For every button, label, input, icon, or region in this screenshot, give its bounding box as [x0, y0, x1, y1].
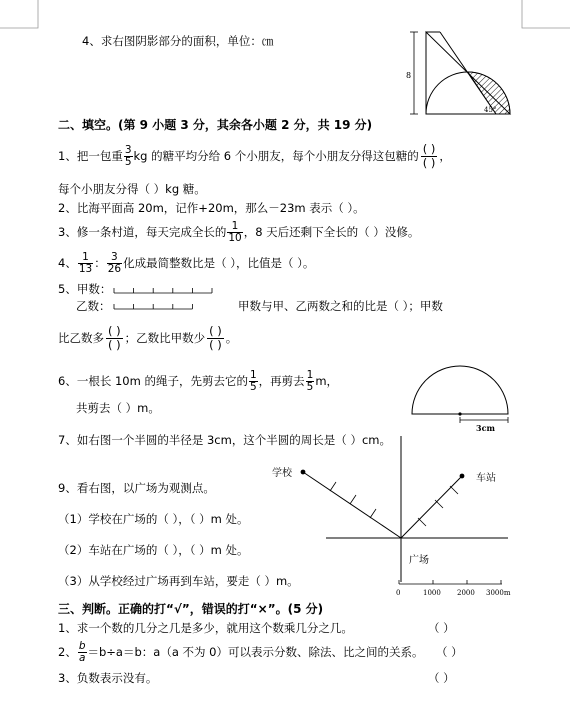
section-2-title: 二、填空。(第 9 小题 3 分，其余各小题 2 分，共 19 分)	[58, 118, 373, 132]
question-5-line2: 甲数与甲、乙两数之和的比是（ ）；甲数	[238, 299, 443, 313]
q4-colon: ：	[94, 256, 106, 270]
scale-label-0: 0	[396, 589, 401, 597]
j2-post: ＝b÷a＝b：a（a 不为 0）可以表示分数、除法、比之间的关系。	[87, 645, 424, 659]
question-9-line2: （1）学校在广场的（ ），（ ）m 处。	[58, 512, 249, 526]
q1-end: ，	[439, 149, 451, 163]
q4-pre: 4、	[58, 256, 77, 270]
j2-fraction: $\frac{b}{a}$	[78, 640, 86, 664]
q1-pre: 1、把一包重	[58, 149, 123, 163]
scale-label-2000: 2000	[457, 589, 475, 597]
question-6-line2: 共剪去（ ）m。	[76, 401, 160, 415]
question-9-line3: （2）车站在广场的（ ），（ ）m 处。	[58, 543, 249, 557]
question-4-area: 4、求右图阴影部分的面积，单位：㎝	[82, 34, 274, 48]
question-4	[58, 250, 314, 276]
question-7: 7、如右图一个半圆的半径是 3cm，这个半圆的周长是（ ）cm。	[58, 433, 391, 447]
q5-pre: 比乙数多	[58, 331, 104, 345]
question-6	[58, 368, 338, 394]
question-5-line3	[58, 323, 237, 353]
judge-1: 1、求一个数的几分之几是多少，就用这个数乘几分之几。	[58, 621, 353, 635]
semicircle-figure	[406, 362, 526, 432]
q1-mid: kg 的糖平均分给 6 个小朋友，每个小朋友分得这包糖的	[133, 149, 419, 163]
question-9-line4: （3）从学校经过广场再到车站，要走（ ）m。	[58, 574, 299, 588]
section-3-title: 三、判断。正确的打“√”，错误的打“×”。(5 分)	[58, 602, 324, 616]
question-5-line1: 5、甲数：	[58, 282, 112, 296]
q1-fraction: $\frac{3}{5}$	[124, 144, 132, 168]
j2-pre: 2、	[58, 645, 77, 659]
school-label: 学校	[272, 468, 292, 479]
q6-fraction-1: $\frac{1}{5}$	[249, 369, 257, 393]
question-3	[58, 219, 419, 245]
q4-post: 化成最简整数比是（ ），比值是（ ）。	[123, 256, 315, 270]
q4-fraction-2: $\frac{3}{26}$	[107, 251, 122, 275]
q5-end: 。	[225, 331, 238, 345]
judge-2	[58, 639, 424, 665]
question-1	[58, 143, 451, 170]
q6-end: m，	[315, 374, 339, 388]
q1-answer-fraction: $\frac{( )}{( )}$	[422, 142, 436, 170]
height-label: 8	[406, 71, 412, 80]
q5-answer-fraction-1: $\frac{( )}{( )}$	[108, 324, 121, 352]
q5-mid: ；乙数比甲数少	[124, 331, 206, 345]
q3-fraction: $\frac{1}{10}$	[228, 220, 242, 244]
square-label: 广场	[409, 555, 429, 566]
q6-fraction-2: $\frac{1}{5}$	[306, 369, 314, 393]
segment-jia	[112, 285, 222, 295]
question-2: 2、比海平面高 20m，记作+20m，那么－23m 表示（ ）。	[58, 201, 365, 215]
station-label: 车站	[476, 473, 496, 484]
angle-label: 45°	[484, 106, 497, 114]
question-1-line2: 每个小朋友分得（ ）kg 糖。	[58, 182, 206, 196]
question-9-line1: 9、看右图，以广场为观测点。	[58, 481, 215, 495]
question-5-yi-label: 乙数：	[76, 299, 111, 313]
q5-answer-fraction-2: $\frac{( )}{( )}$	[209, 324, 222, 352]
direction-map	[270, 432, 510, 602]
q3-post: ，8 天后还剩下全长的（ ）没修。	[243, 225, 420, 239]
scale-label-1000: 1000	[423, 589, 441, 597]
judge-1-answer: （ ）	[428, 621, 455, 635]
radius-label: 3cm	[476, 423, 495, 433]
scale-label-3000: 3000m	[486, 589, 511, 597]
q6-pre: 6、一根长 10m 的绳子，先剪去它的	[58, 374, 248, 388]
shaded-area-figure	[400, 26, 520, 116]
judge-2-answer: （ ）	[436, 645, 463, 659]
q6-mid: ，再剪去	[258, 374, 305, 388]
q4-fraction-1: $\frac{1}{13}$	[78, 251, 93, 275]
judge-3: 3、负数表示没有。	[58, 671, 158, 685]
segment-yi	[112, 301, 222, 311]
q3-pre: 3、修一条村道，每天完成全长的	[58, 225, 227, 239]
judge-3-answer: （ ）	[428, 671, 455, 685]
